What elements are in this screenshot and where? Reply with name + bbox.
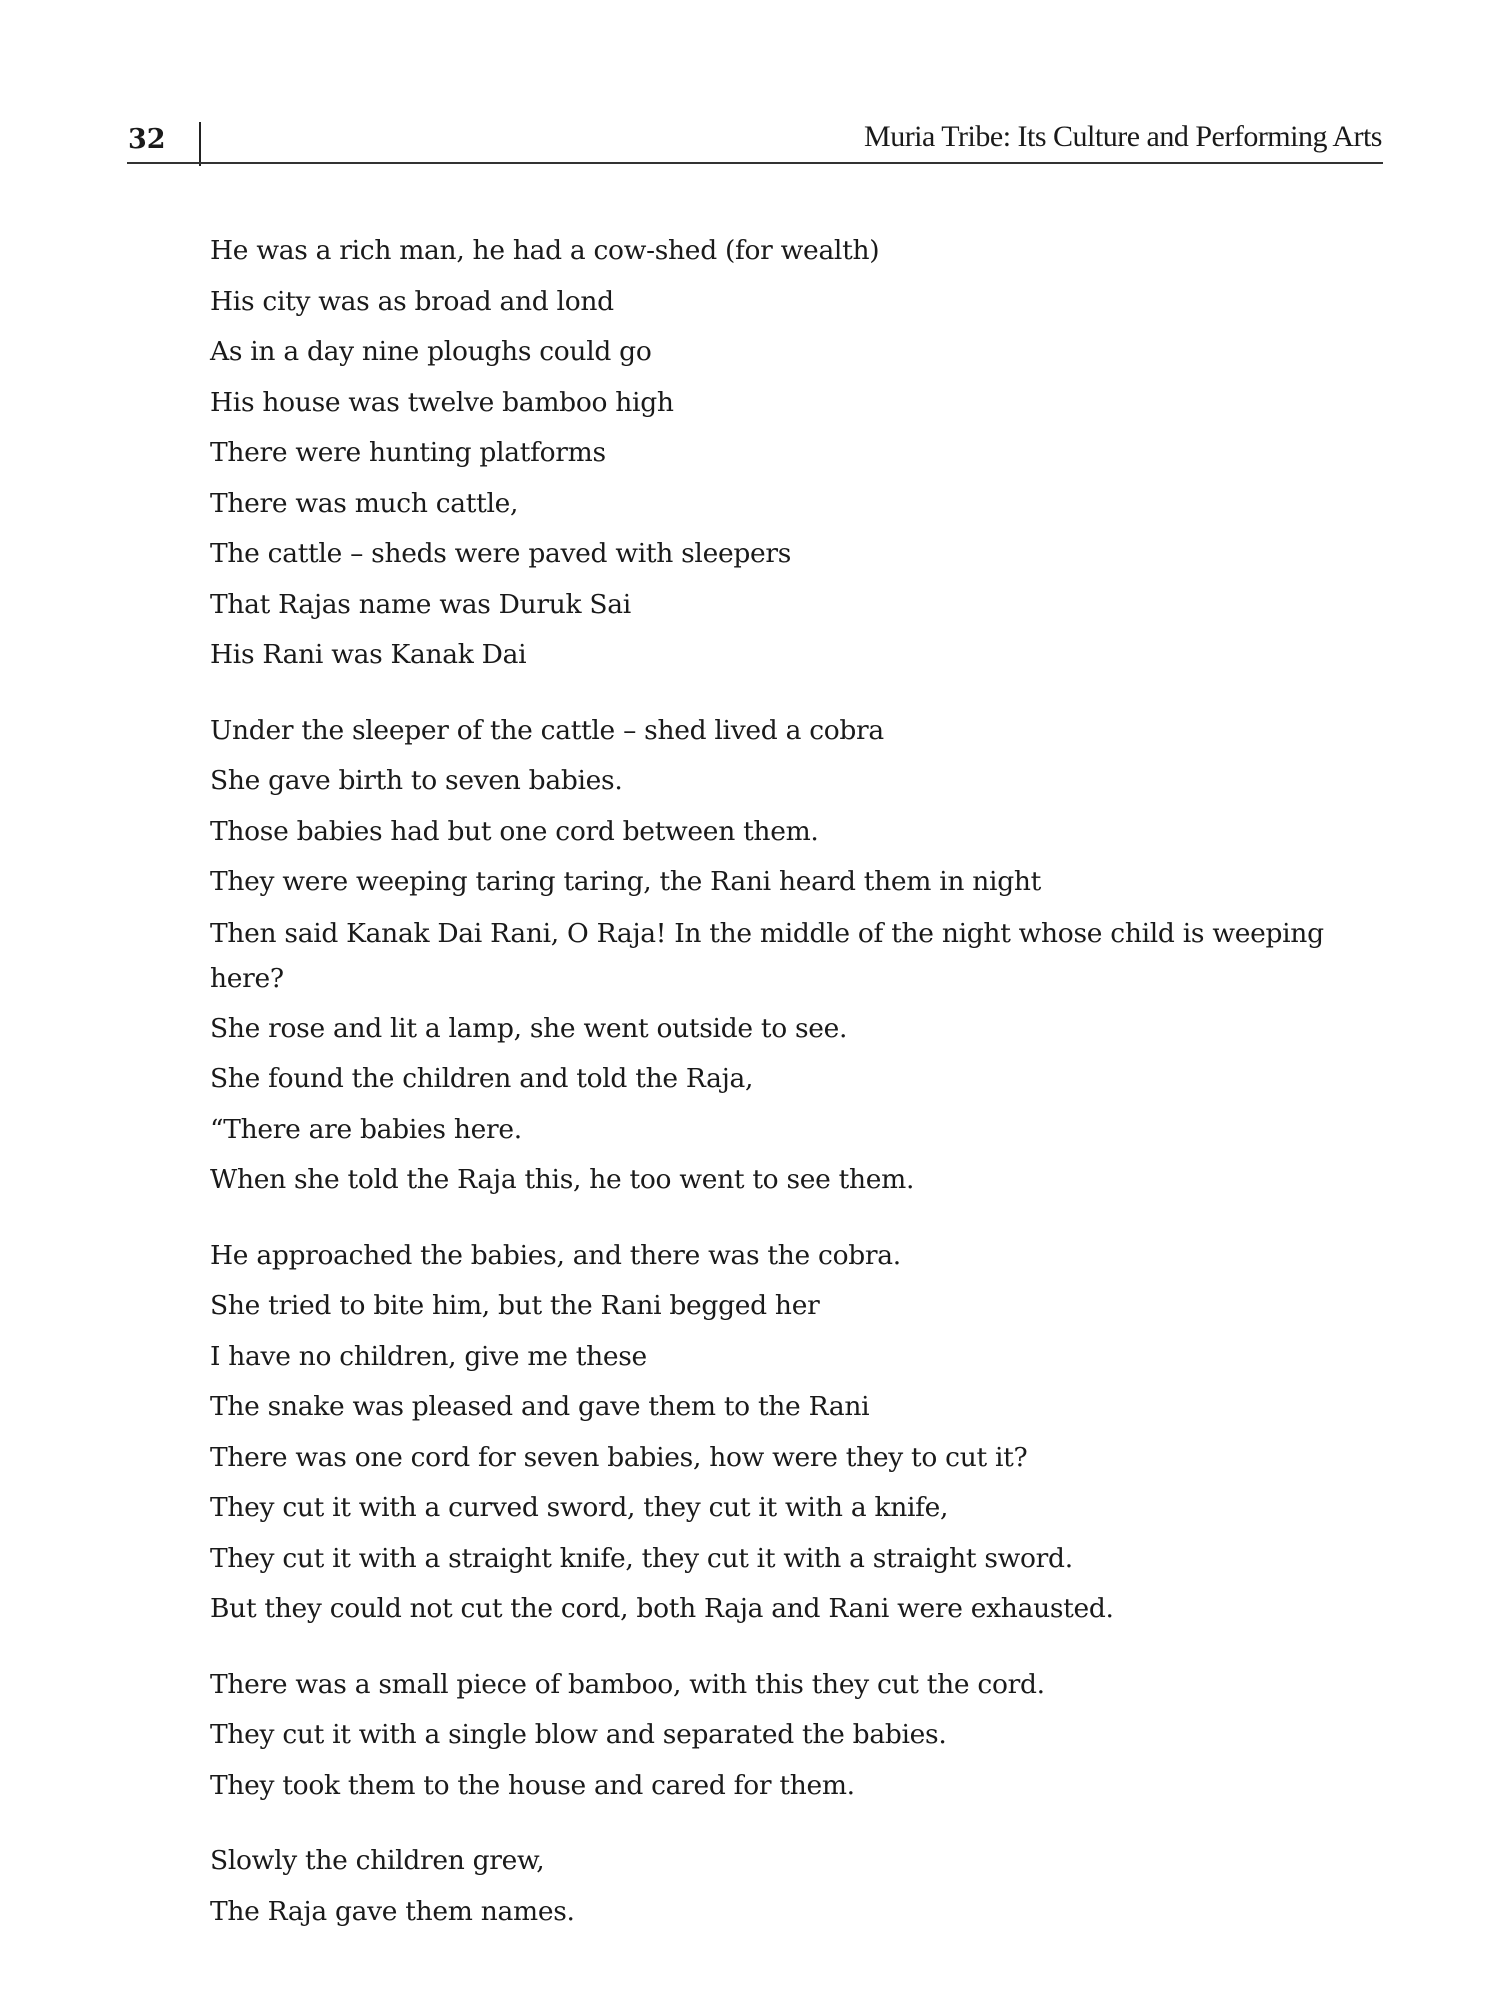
- poem-line: He approached the babies, and there was the cobra.: [210, 1239, 901, 1271]
- poem-line: She gave birth to seven babies.: [210, 765, 623, 796]
- poem-line: When she told the Raja this, he too went to see them.: [210, 1164, 915, 1195]
- poem-line: Under the sleeper of the cattle – shed lived a cobra: [210, 714, 884, 746]
- poem-line: Slowly the children grew,: [210, 1845, 545, 1876]
- poem-line: They took them to the house and cared for them.: [210, 1769, 855, 1801]
- poem-line: He was a rich man, he had a cow-shed (for wealth): [210, 235, 880, 266]
- stanza: [210, 706, 1390, 1206]
- poem-line: The Raja gave them names.: [210, 1895, 575, 1927]
- poem-line: There was a small piece of bamboo, with this they cut the cord.: [210, 1668, 1045, 1700]
- poem-line: There were hunting platforms: [210, 437, 606, 468]
- poem-line: His Rani was Kanak Dai: [210, 639, 527, 670]
- poem-line: She tried to bite him, but the Rani begged her: [210, 1290, 820, 1321]
- poem-line: There was one cord for seven babies, how were they to cut it?: [210, 1441, 1028, 1473]
- header-rule: [127, 162, 1383, 164]
- poem-line: That Rajas name was Duruk Sai: [210, 588, 631, 620]
- poem-line: The snake was pleased and gave them to the Rani: [210, 1391, 870, 1422]
- poem-line: The cattle – sheds were paved with sleepers: [210, 538, 792, 569]
- header-divider-tick: [199, 122, 201, 166]
- poem-line: There was much cattle,: [210, 487, 519, 519]
- poem-line: I have no children, give me these: [210, 1340, 647, 1372]
- poem-line: They were weeping taring taring, the Rani heard them in night: [210, 866, 1042, 897]
- poem-line: Those babies had but one cord between them.: [210, 815, 819, 847]
- poem-line: His house was twelve bamboo high: [210, 386, 674, 418]
- poem-line: She rose and lit a lamp, she went outside to see.: [210, 1012, 848, 1044]
- running-title: Muria Tribe: Its Culture and Performing Arts: [864, 120, 1382, 153]
- poem-line: She found the children and told the Raja,: [210, 1063, 754, 1094]
- poem-line: They cut it with a straight knife, they cut it with a straight sword.: [210, 1542, 1073, 1574]
- poem-body: [210, 226, 1390, 1962]
- poem-line: They cut it with a single blow and separated the babies.: [210, 1719, 947, 1750]
- poem-line: His city was as broad and lond: [210, 285, 614, 317]
- poem-line: “There are babies here.: [210, 1113, 522, 1145]
- stanza: [210, 226, 1390, 681]
- poem-line: But they could not cut the cord, both Raja and Rani were exhausted.: [210, 1593, 1114, 1624]
- stanza: [210, 1836, 1390, 1937]
- poem-line: Then said Kanak Dai Rani, O Raja! In the middle of the night whose child is weeping here?: [210, 917, 1324, 994]
- stanza: [210, 1660, 1390, 1812]
- poem-line: As in a day nine ploughs could go: [210, 336, 652, 367]
- stanza: [210, 1231, 1390, 1635]
- page-number: 32: [128, 124, 166, 155]
- poem-line: They cut it with a curved sword, they cut it with a knife,: [210, 1492, 949, 1523]
